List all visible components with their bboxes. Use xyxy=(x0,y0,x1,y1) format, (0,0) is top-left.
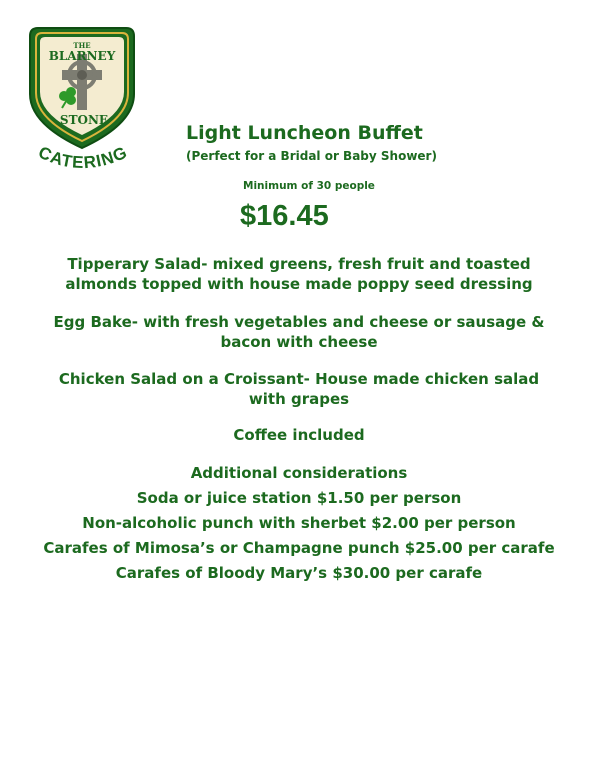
menu-item-coffee xyxy=(30,425,568,445)
logo-the-text: THE xyxy=(73,41,91,50)
menu-item-egg-bake xyxy=(30,312,568,352)
logo-blarney-text: BLARNEY xyxy=(48,49,116,63)
menu-item-line: Coffee included xyxy=(233,426,365,444)
minimum-guests: Minimum of 30 people xyxy=(243,180,375,192)
menu-item-line: almonds topped with house made poppy seed dressing xyxy=(65,275,533,293)
menu-item-line: bacon with cheese xyxy=(220,333,378,351)
menu-item-line: Tipperary Salad- mixed greens, fresh fruit and toasted xyxy=(67,255,531,273)
menu-item-chicken-salad xyxy=(30,369,568,409)
logo-catering-path: CATERING xyxy=(35,142,131,173)
menu-item-tipperary-salad xyxy=(30,254,568,294)
page-title: Light Luncheon Buffet xyxy=(186,122,423,144)
additional-considerations xyxy=(30,461,568,586)
additional-item: Carafes of Mimosa’s or Champagne punch $25.00 per carafe xyxy=(43,539,555,557)
logo-stone-text: STONE xyxy=(59,113,109,127)
blarney-stone-catering-logo xyxy=(24,24,140,186)
price: $16.45 xyxy=(240,200,329,232)
menu-item-line: Egg Bake- with fresh vegetables and cheese or sausage & xyxy=(53,313,545,331)
additional-heading: Additional considerations xyxy=(190,464,408,482)
page-subtitle: (Perfect for a Bridal or Baby Shower) xyxy=(186,149,437,163)
logo-graphic xyxy=(24,24,140,186)
additional-item: Soda or juice station $1.50 per person xyxy=(136,489,462,507)
additional-item: Carafes of Bloody Mary’s $30.00 per carafe xyxy=(115,564,483,582)
additional-item: Non-alcoholic punch with sherbet $2.00 per person xyxy=(82,514,516,532)
menu-item-line: Chicken Salad on a Croissant- House made chicken salad xyxy=(58,370,540,388)
menu-item-line: with grapes xyxy=(248,390,350,408)
